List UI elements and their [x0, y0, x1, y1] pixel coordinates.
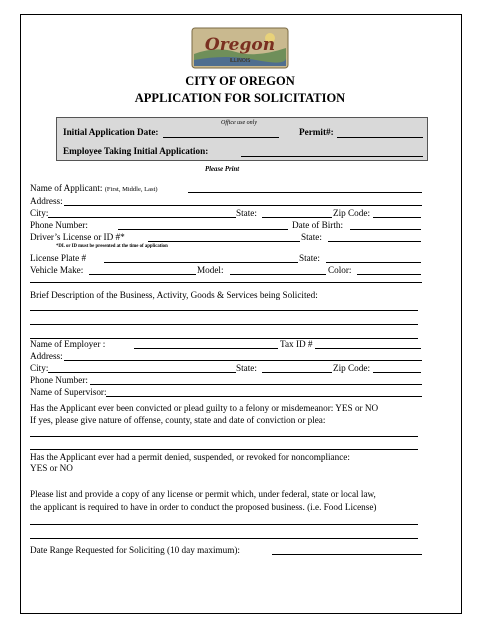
- applicant-zip-label: Zip Code:: [333, 208, 371, 218]
- employer-zip-field[interactable]: [373, 372, 421, 373]
- applicant-zip-field[interactable]: [373, 217, 421, 218]
- city-logo: [186, 24, 294, 72]
- vehicle-model-label: Model:: [197, 265, 224, 275]
- employer-zip-label: Zip Code:: [333, 363, 371, 373]
- permit-field[interactable]: [337, 137, 423, 138]
- employee-label: Employee Taking Initial Application:: [63, 146, 209, 156]
- business-description-line-2[interactable]: [30, 324, 418, 325]
- drivers-license-field[interactable]: [148, 241, 300, 242]
- employee-field[interactable]: [241, 156, 423, 157]
- applicant-name-field[interactable]: [188, 192, 422, 193]
- employer-phone-field[interactable]: [90, 384, 422, 385]
- applicant-dob-field[interactable]: [350, 229, 421, 230]
- vehicle-model-field[interactable]: [230, 274, 326, 275]
- business-description-line-1[interactable]: [30, 310, 418, 311]
- employer-city-field[interactable]: [48, 372, 236, 373]
- license-list-field-2[interactable]: [30, 538, 418, 539]
- applicant-dob-label: Date of Birth:: [292, 220, 344, 230]
- felony-details-line-1[interactable]: [30, 436, 418, 437]
- logo-wordmark: Oregon: [204, 35, 276, 55]
- logo-subtext: ILLINOIS: [229, 58, 251, 64]
- applicant-name-label: Name of Applicant: (First, Middle, Last): [30, 183, 158, 193]
- vehicle-make-field[interactable]: [89, 274, 196, 275]
- permit-label: Permit#:: [299, 127, 334, 137]
- vehicle-color-label: Color:: [328, 265, 352, 275]
- applicant-city-field[interactable]: [48, 217, 236, 218]
- license-list-line-2: the applicant is required to have in order to conduct the proposed business. (i.e. Food License): [30, 502, 377, 512]
- tax-id-field[interactable]: [315, 348, 421, 349]
- employer-city-label: City:: [30, 363, 49, 373]
- applicant-address-field[interactable]: [64, 205, 422, 206]
- employer-state-field[interactable]: [262, 372, 332, 373]
- plate-state-label: State:: [299, 253, 320, 263]
- felony-details-line-2[interactable]: [30, 449, 418, 450]
- license-plate-label: License Plate #: [30, 253, 87, 263]
- felony-question: Has the Applicant ever been convicted or plead guilty to a felony or misdemeanor: YES or NO: [30, 403, 379, 413]
- vehicle-color-field[interactable]: [357, 274, 421, 275]
- employer-name-field[interactable]: [134, 348, 278, 349]
- license-note: *DL or ID must be presented at the time of application: [56, 244, 168, 249]
- applicant-city-label: City:: [30, 208, 49, 218]
- permit-denied-question: Has the Applicant ever had a permit denied, suspended, or revoked for noncompliance:: [30, 452, 350, 462]
- employer-state-label: State:: [236, 363, 257, 373]
- employer-address-label: Address:: [30, 351, 63, 361]
- permit-denied-answer: YES or NO: [30, 463, 73, 473]
- applicant-state-label: State:: [236, 208, 257, 218]
- please-print: Please Print: [205, 166, 240, 173]
- vehicle-make-label: Vehicle Make:: [30, 265, 84, 275]
- initial-date-field[interactable]: [163, 137, 279, 138]
- date-range-label: Date Range Requested for Soliciting (10 day maximum):: [30, 545, 240, 555]
- employer-phone-label: Phone Number:: [30, 375, 88, 385]
- license-list-line-1: Please list and provide a copy of any license or permit which, under federal, state or local law,: [30, 489, 376, 499]
- license-state-field[interactable]: [328, 241, 421, 242]
- date-range-field[interactable]: [272, 554, 422, 555]
- office-use-note: Office use only: [221, 120, 257, 126]
- license-state-label: State:: [301, 232, 322, 242]
- applicant-phone-field[interactable]: [118, 229, 288, 230]
- felony-followup: If yes, please give nature of offense, county, state and date of conviction or plea:: [30, 415, 326, 425]
- office-use-box: [56, 117, 428, 161]
- applicant-state-field[interactable]: [262, 217, 332, 218]
- supervisor-field[interactable]: [106, 396, 422, 397]
- applicant-address-label: Address:: [30, 196, 63, 206]
- drivers-license-label: Driver’s License or ID #*: [30, 232, 125, 242]
- section-divider: [30, 282, 422, 283]
- employer-name-label: Name of Employer :: [30, 339, 106, 349]
- business-description-label: Brief Description of the Business, Activity, Goods & Services being Solicited:: [30, 290, 318, 300]
- plate-state-field[interactable]: [326, 262, 421, 263]
- initial-date-label: Initial Application Date:: [63, 127, 159, 137]
- applicant-phone-label: Phone Number:: [30, 220, 88, 230]
- license-plate-field[interactable]: [104, 262, 298, 263]
- supervisor-label: Name of Supervisor:: [30, 387, 107, 397]
- city-title: CITY OF OREGON: [185, 74, 295, 88]
- license-list-field-1[interactable]: [30, 524, 418, 525]
- tax-id-label: Tax ID #: [280, 339, 313, 349]
- form-title: APPLICATION FOR SOLICITATION: [134, 91, 346, 105]
- employer-address-field[interactable]: [64, 360, 422, 361]
